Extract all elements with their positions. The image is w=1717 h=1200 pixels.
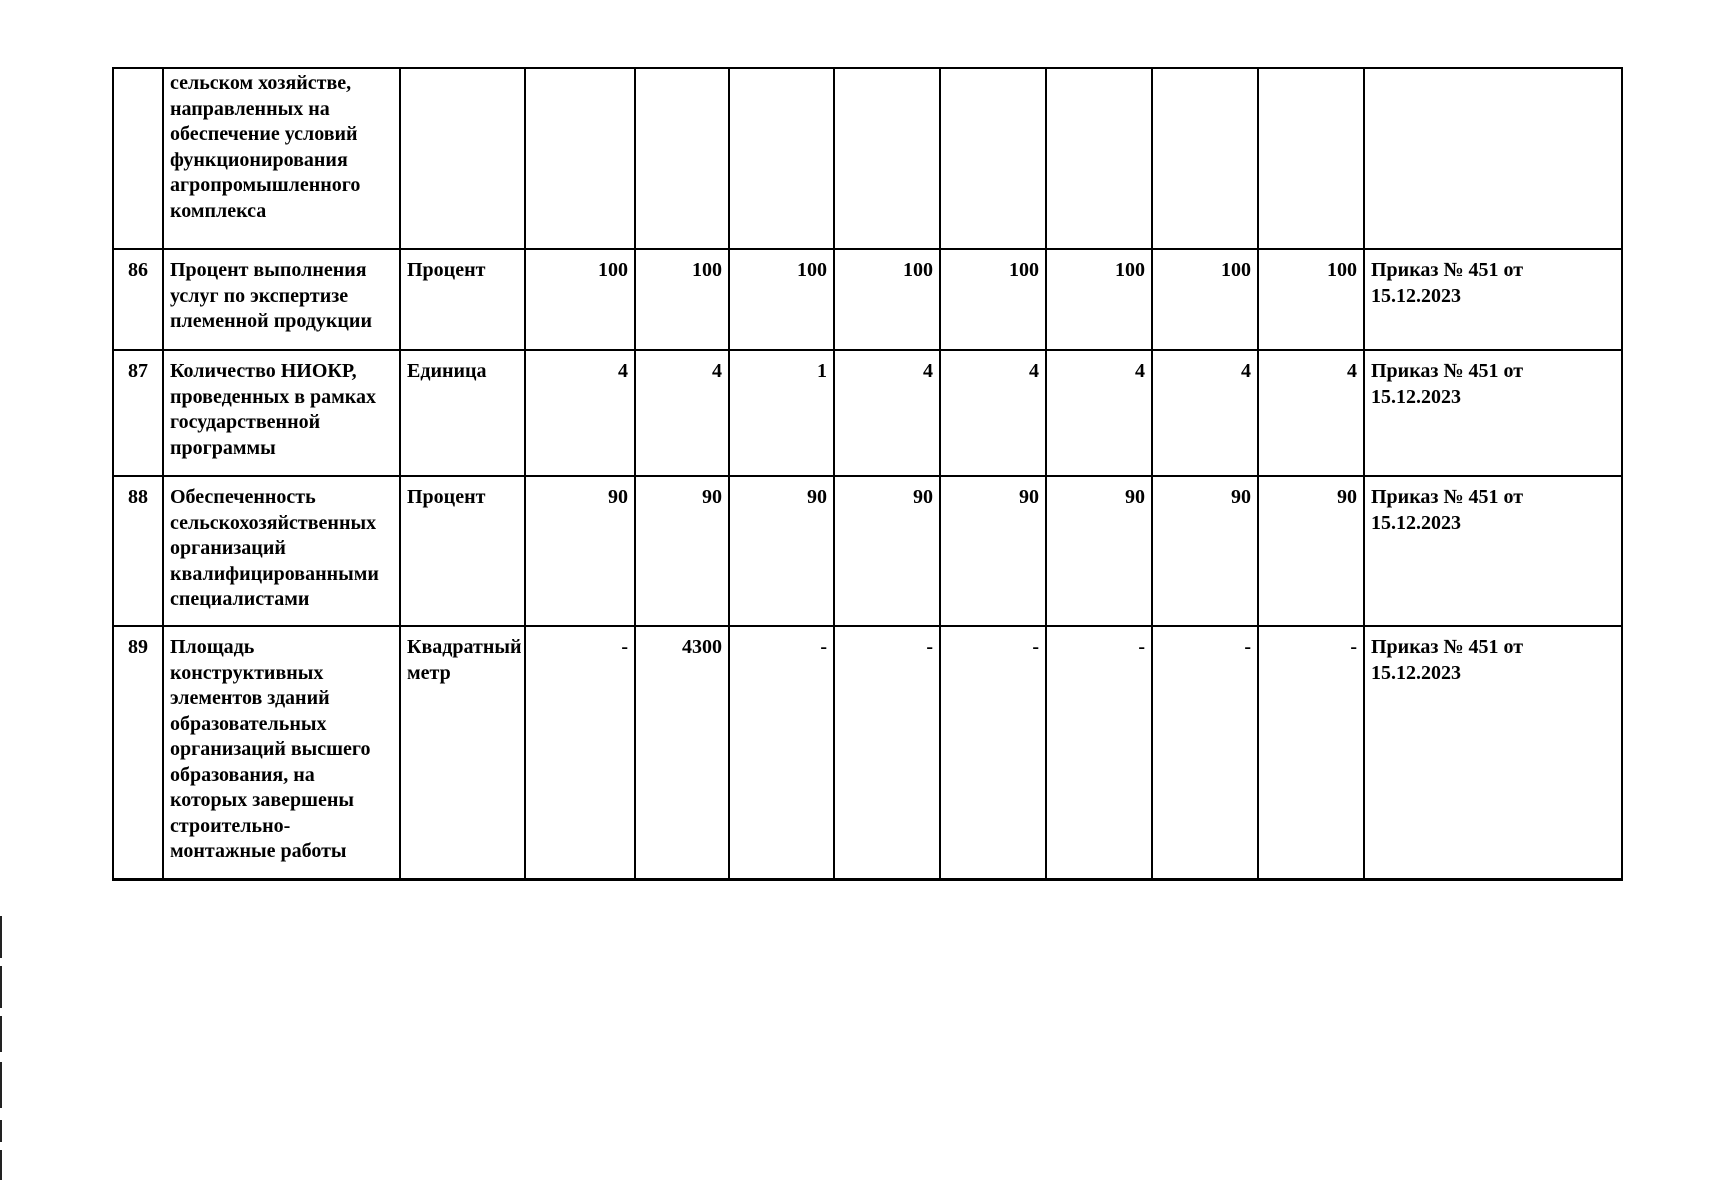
row-value-cell	[1152, 68, 1258, 249]
row-note-cell: Приказ № 451 от 15.12.2023	[1364, 626, 1622, 880]
row-value-cell: 90	[525, 476, 635, 626]
row-index-cell	[113, 68, 163, 249]
row-description-cell: Количество НИОКР, проведенных в рамках государственной программы	[163, 350, 400, 476]
row-value-cell: 100	[635, 249, 729, 350]
row-value-cell: 4	[1046, 350, 1152, 476]
row-value-cell: -	[940, 626, 1046, 880]
row-value-cell: -	[525, 626, 635, 880]
scan-margin-mark	[0, 916, 2, 958]
row-description-cell: сельском хозяйстве, направленных на обеспечение условий функционирования агропромышленного комплекса	[163, 68, 400, 249]
row-value-cell: 100	[1152, 249, 1258, 350]
scan-margin-mark	[0, 966, 2, 1008]
row-value-cell: 1	[729, 350, 834, 476]
row-value-cell: -	[729, 626, 834, 880]
scan-margin-mark	[0, 1016, 2, 1052]
row-value-cell: 100	[1046, 249, 1152, 350]
row-value-cell	[1046, 68, 1152, 249]
row-value-cell	[834, 68, 940, 249]
row-value-cell: 4	[834, 350, 940, 476]
row-index-cell: 88	[113, 476, 163, 626]
row-unit-cell: Квадратный метр	[400, 626, 525, 880]
row-note-cell	[1364, 68, 1622, 249]
row-value-cell: 90	[1258, 476, 1364, 626]
table-row	[113, 476, 1622, 626]
row-value-cell: -	[1046, 626, 1152, 880]
row-value-cell: 100	[729, 249, 834, 350]
row-value-cell: 4	[1258, 350, 1364, 476]
row-value-cell	[525, 68, 635, 249]
row-unit-cell: Процент	[400, 476, 525, 626]
row-value-cell: 4	[940, 350, 1046, 476]
table-row	[113, 68, 1622, 249]
scan-margin-mark	[0, 1150, 2, 1180]
table-row	[113, 249, 1622, 350]
row-value-cell: 100	[1258, 249, 1364, 350]
row-index-cell: 89	[113, 626, 163, 880]
row-value-cell	[635, 68, 729, 249]
row-value-cell: 4	[635, 350, 729, 476]
row-value-cell: 4300	[635, 626, 729, 880]
row-value-cell: -	[834, 626, 940, 880]
row-index-cell: 87	[113, 350, 163, 476]
row-index-cell: 86	[113, 249, 163, 350]
row-value-cell: 90	[940, 476, 1046, 626]
indicators-table	[112, 67, 1623, 881]
row-value-cell	[940, 68, 1046, 249]
row-value-cell: 90	[834, 476, 940, 626]
row-description-cell: Процент выполнения услуг по экспертизе племенной продукции	[163, 249, 400, 350]
row-value-cell: 100	[834, 249, 940, 350]
row-note-cell: Приказ № 451 от 15.12.2023	[1364, 249, 1622, 350]
row-value-cell	[729, 68, 834, 249]
table-row	[113, 350, 1622, 476]
scan-margin-mark	[0, 1120, 2, 1142]
row-unit-cell: Единица	[400, 350, 525, 476]
scan-margin-mark	[0, 1062, 2, 1108]
row-description-cell: Площадь конструктивных элементов зданий образовательных организаций высшего образования, на которых завершены строительно-монтажные работы	[163, 626, 400, 880]
row-value-cell: 4	[1152, 350, 1258, 476]
row-note-cell: Приказ № 451 от 15.12.2023	[1364, 476, 1622, 626]
row-value-cell: 100	[940, 249, 1046, 350]
row-value-cell: 100	[525, 249, 635, 350]
row-value-cell: 90	[635, 476, 729, 626]
row-value-cell: -	[1258, 626, 1364, 880]
table-row	[113, 626, 1622, 880]
row-description-cell: Обеспеченность сельскохозяйственных организаций квалифицированными специалистами	[163, 476, 400, 626]
row-value-cell: 90	[1152, 476, 1258, 626]
row-unit-cell: Процент	[400, 249, 525, 350]
row-value-cell: 90	[1046, 476, 1152, 626]
row-value-cell: 4	[525, 350, 635, 476]
row-value-cell: -	[1152, 626, 1258, 880]
row-unit-cell	[400, 68, 525, 249]
row-note-cell: Приказ № 451 от 15.12.2023	[1364, 350, 1622, 476]
row-value-cell	[1258, 68, 1364, 249]
row-value-cell: 90	[729, 476, 834, 626]
